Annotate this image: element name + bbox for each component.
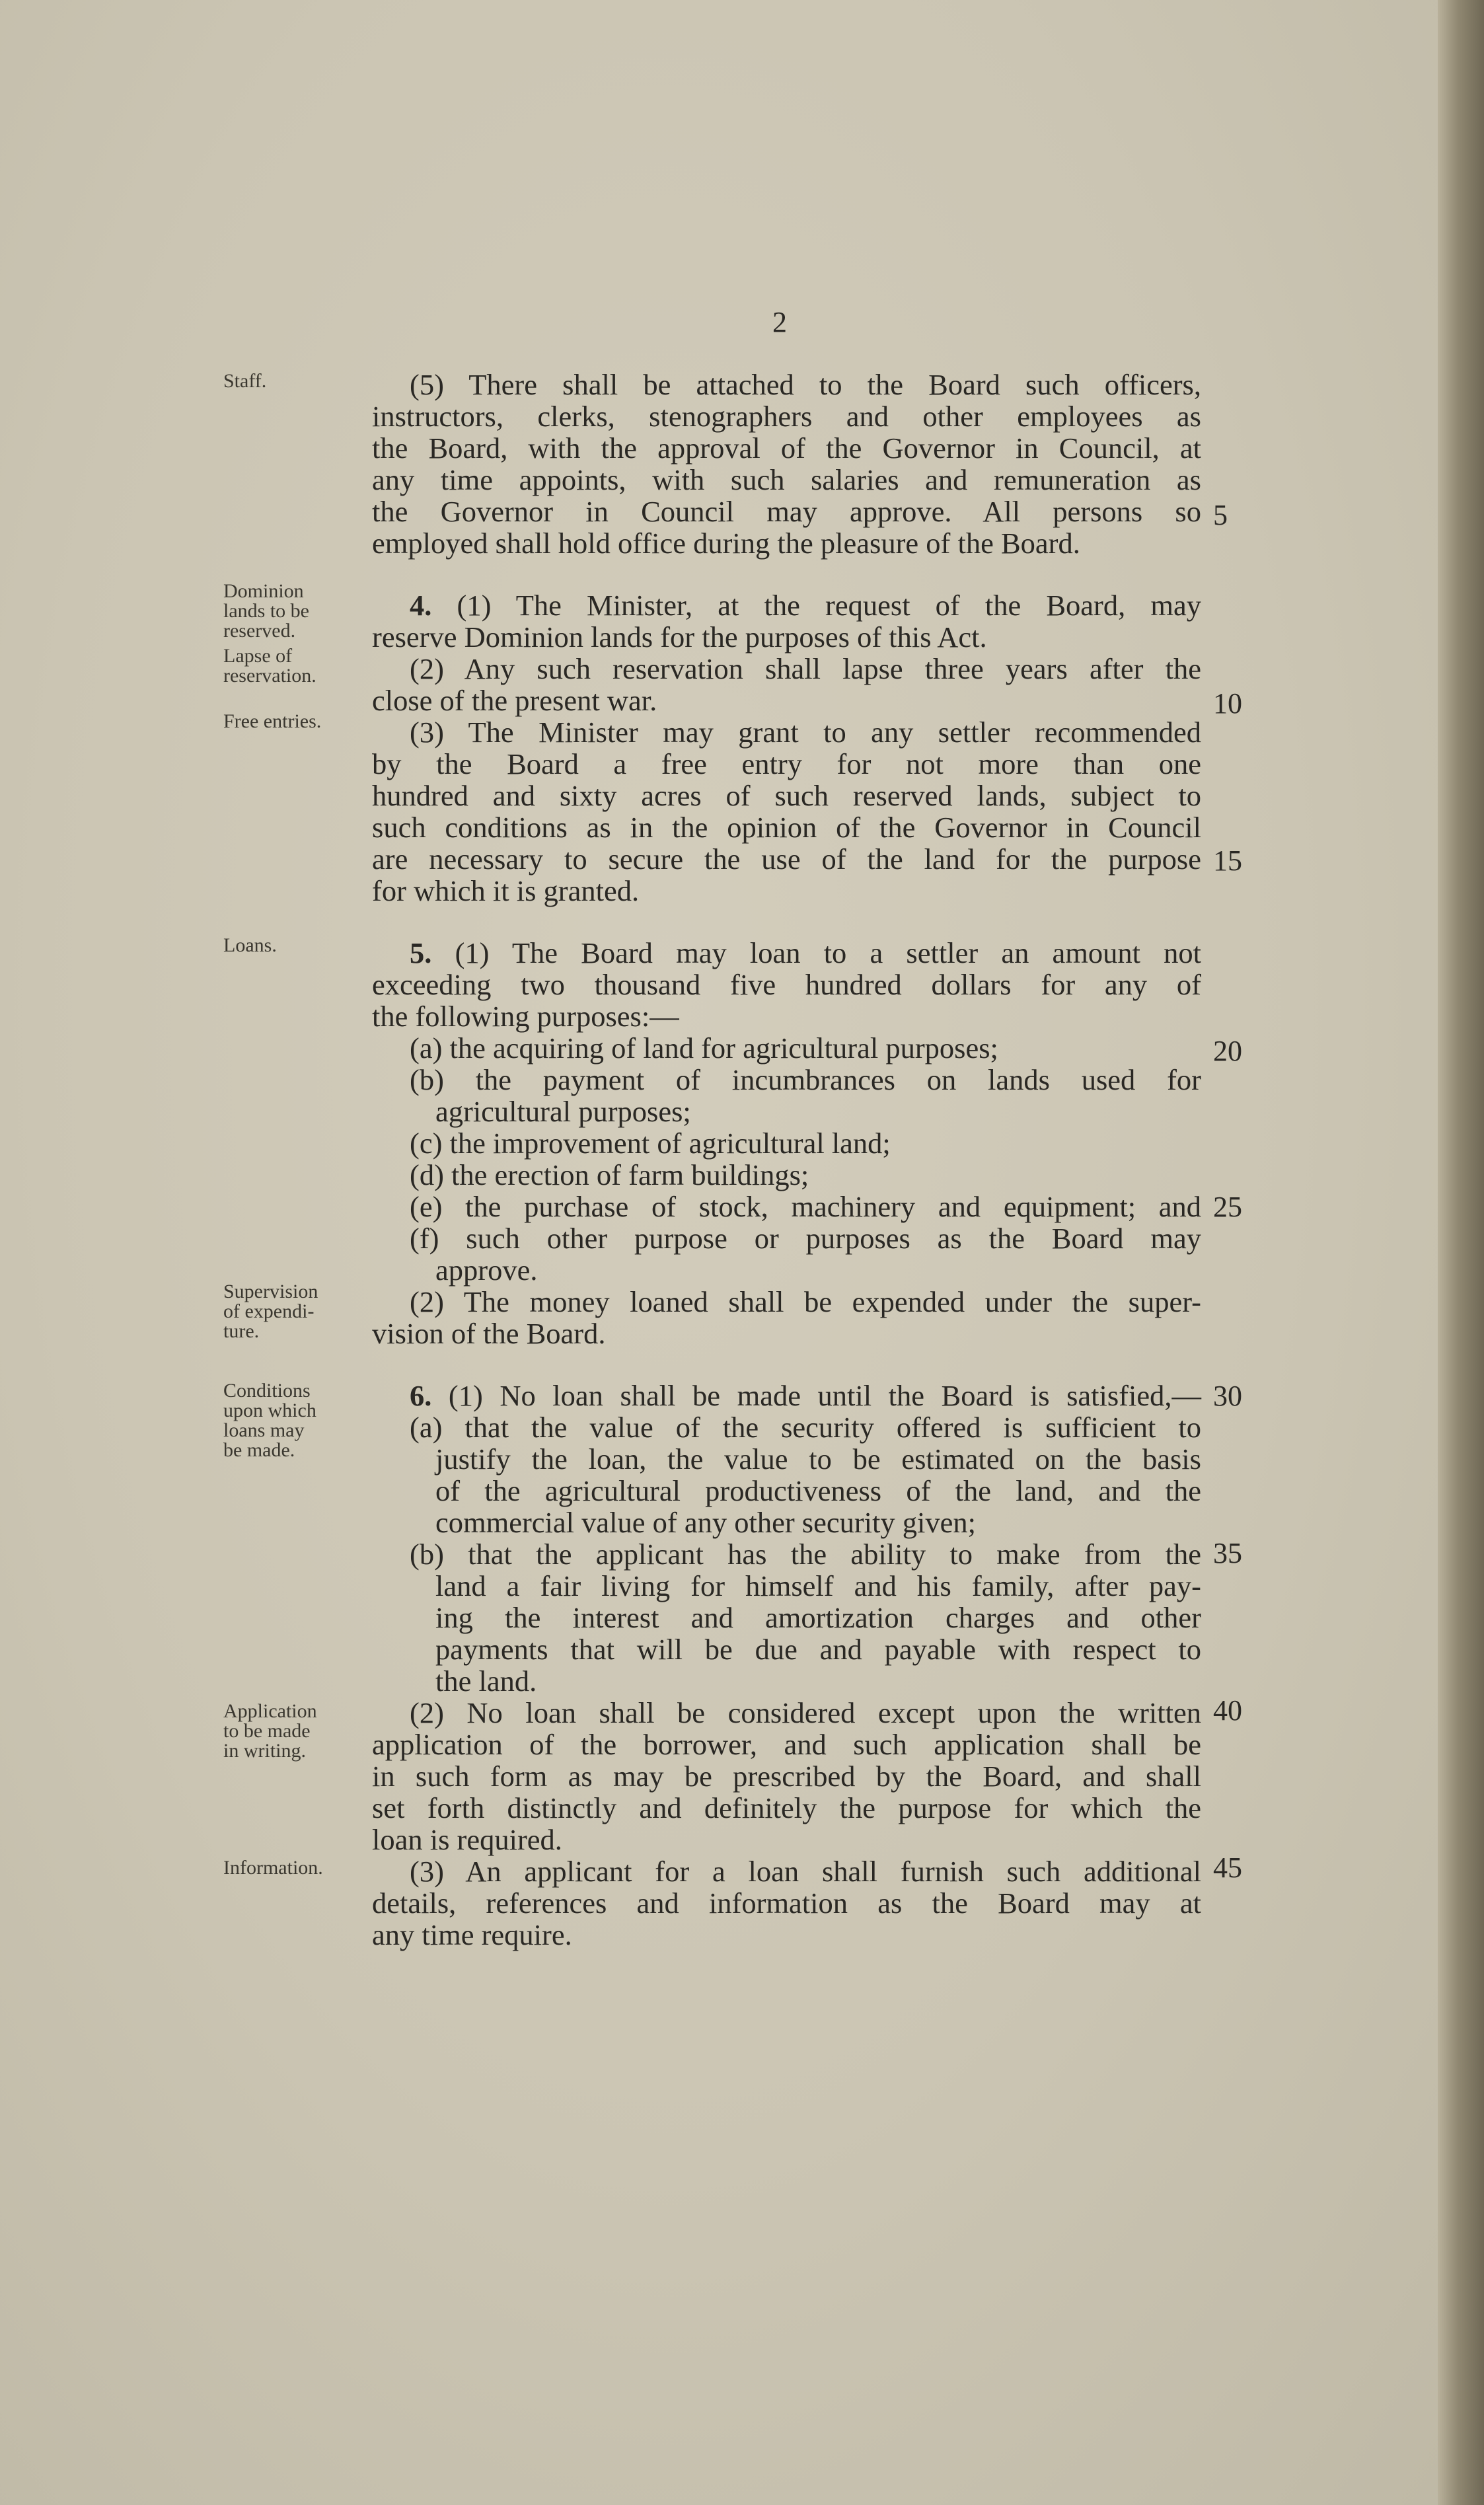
text-line: land a fair living for himself and his family, after pay- — [435, 1569, 1201, 1602]
line-number: 25 — [1213, 1191, 1242, 1223]
line-number: 35 — [1213, 1537, 1242, 1569]
section-6-heading-line: 6. (1) No loan shall be made until the Board is satisfied,— — [410, 1379, 1201, 1412]
line-number: 40 — [1213, 1694, 1242, 1727]
text-line: set forth distinctly and definitely the purpose for which the — [372, 1791, 1201, 1824]
text-line: are necessary to secure the use of the land for the purpose — [372, 842, 1201, 876]
line-number: 20 — [1213, 1035, 1242, 1067]
text-line: vision of the Board. — [372, 1317, 606, 1350]
section-number: 4. — [410, 589, 432, 622]
text-line: ing the interest and amortization charges and other — [435, 1601, 1201, 1634]
text-line: the land. — [435, 1664, 537, 1698]
section-number: 6. — [410, 1379, 432, 1412]
line-number: 15 — [1213, 844, 1242, 877]
text-line: agricultural purposes; — [435, 1095, 691, 1128]
text-line: justify the loan, the value to be estimated on the basis — [435, 1442, 1201, 1476]
text-line: instructors, clerks, stenographers and other employees as — [372, 400, 1201, 433]
text-line: (f) such other purpose or purposes as the Board may — [410, 1222, 1201, 1255]
text-line: (a) the acquiring of land for agricultural purposes; — [410, 1031, 998, 1065]
text-line: for which it is granted. — [372, 874, 640, 907]
text-line: any time require. — [372, 1918, 572, 1951]
text-line: (d) the erection of farm buildings; — [410, 1158, 809, 1191]
text-line: payments that will be due and payable with respect to — [435, 1633, 1201, 1666]
line-number: 45 — [1213, 1851, 1242, 1884]
text-line: (a) that the value of the security offered is sufficient to — [410, 1411, 1201, 1444]
text-line: application of the borrower, and such application shall be — [372, 1728, 1201, 1761]
margin-note-dominion-lands: Dominion lands to be reserved. — [223, 580, 309, 642]
text-line: approve. — [435, 1253, 538, 1287]
text-line: the Governor in Council may approve. All persons so — [372, 495, 1201, 528]
line-number: 5 — [1213, 499, 1228, 531]
margin-note-information: Information. — [223, 1857, 323, 1879]
text-line: (c) the improvement of agricultural land; — [410, 1127, 891, 1160]
line-number: 30 — [1213, 1380, 1242, 1412]
section-number: 5. — [410, 936, 432, 969]
text-line: close of the present war. — [372, 684, 657, 717]
text-line: exceeding two thousand five hundred dollars for any of — [372, 968, 1201, 1001]
text-line: of the agricultural productiveness of the land, and the — [435, 1474, 1201, 1507]
text-line: (3) An applicant for a loan shall furnish such additional — [410, 1855, 1201, 1888]
text-line: commercial value of any other security given; — [435, 1506, 976, 1539]
text-line: (2) No loan shall be considered except upon the written — [410, 1696, 1201, 1729]
section-4-heading-line: 4. (1) The Minister, at the request of the Board, may — [410, 589, 1201, 622]
margin-note-free-entries: Free entries. — [223, 710, 322, 732]
text-line: (2) Any such reservation shall lapse three years after the — [410, 652, 1201, 685]
margin-note-application: Application to be made in writing. — [223, 1700, 317, 1762]
text-line: the Board, with the approval of the Governor in Council, at — [372, 431, 1201, 465]
text-line: (b) that the applicant has the ability to make from the — [410, 1538, 1201, 1571]
margin-note-lapse: Lapse of reservation. — [223, 645, 316, 687]
text-line: any time appoints, with such salaries and remuneration as — [372, 463, 1201, 496]
margin-note-conditions: Conditions upon which loans may be made. — [223, 1380, 316, 1461]
section-5-heading-line: 5. (1) The Board may loan to a settler an amount not — [410, 936, 1202, 969]
text-line: (3) The Minister may grant to any settler recommended — [410, 716, 1201, 749]
text-line: employed shall hold office during the pleasure of the Board. — [372, 527, 1080, 560]
text-line: (b) the payment of incumbrances on lands used for — [410, 1063, 1201, 1096]
text-line: (2) The money loaned shall be expended under the super- — [410, 1285, 1201, 1318]
text-line: the following purposes:— — [372, 1000, 679, 1033]
margin-note-staff: Staff. — [223, 370, 267, 392]
text-line: in such form as may be prescribed by the Board, and shall — [372, 1760, 1201, 1793]
book-spine-shadow — [1438, 0, 1484, 2505]
text-line: reserve Dominion lands for the purposes of this Act. — [372, 620, 987, 654]
text-line: (e) the purchase of stock, machinery and equipment; and — [410, 1190, 1201, 1223]
page-number: 2 — [772, 306, 787, 338]
text-line: hundred and sixty acres of such reserved lands, subject to — [372, 779, 1201, 812]
margin-note-supervision: Supervision of expendi- ture. — [223, 1281, 318, 1342]
line-number: 10 — [1213, 687, 1242, 720]
text-line: by the Board a free entry for not more than one — [372, 747, 1201, 780]
text-line: loan is required. — [372, 1823, 562, 1856]
text-line: details, references and information as the Board may at — [372, 1887, 1201, 1920]
text-line: such conditions as in the opinion of the Governor in Council — [372, 811, 1201, 844]
text-line: (5) There shall be attached to the Board such officers, — [410, 368, 1201, 401]
margin-note-loans: Loans. — [223, 934, 277, 956]
